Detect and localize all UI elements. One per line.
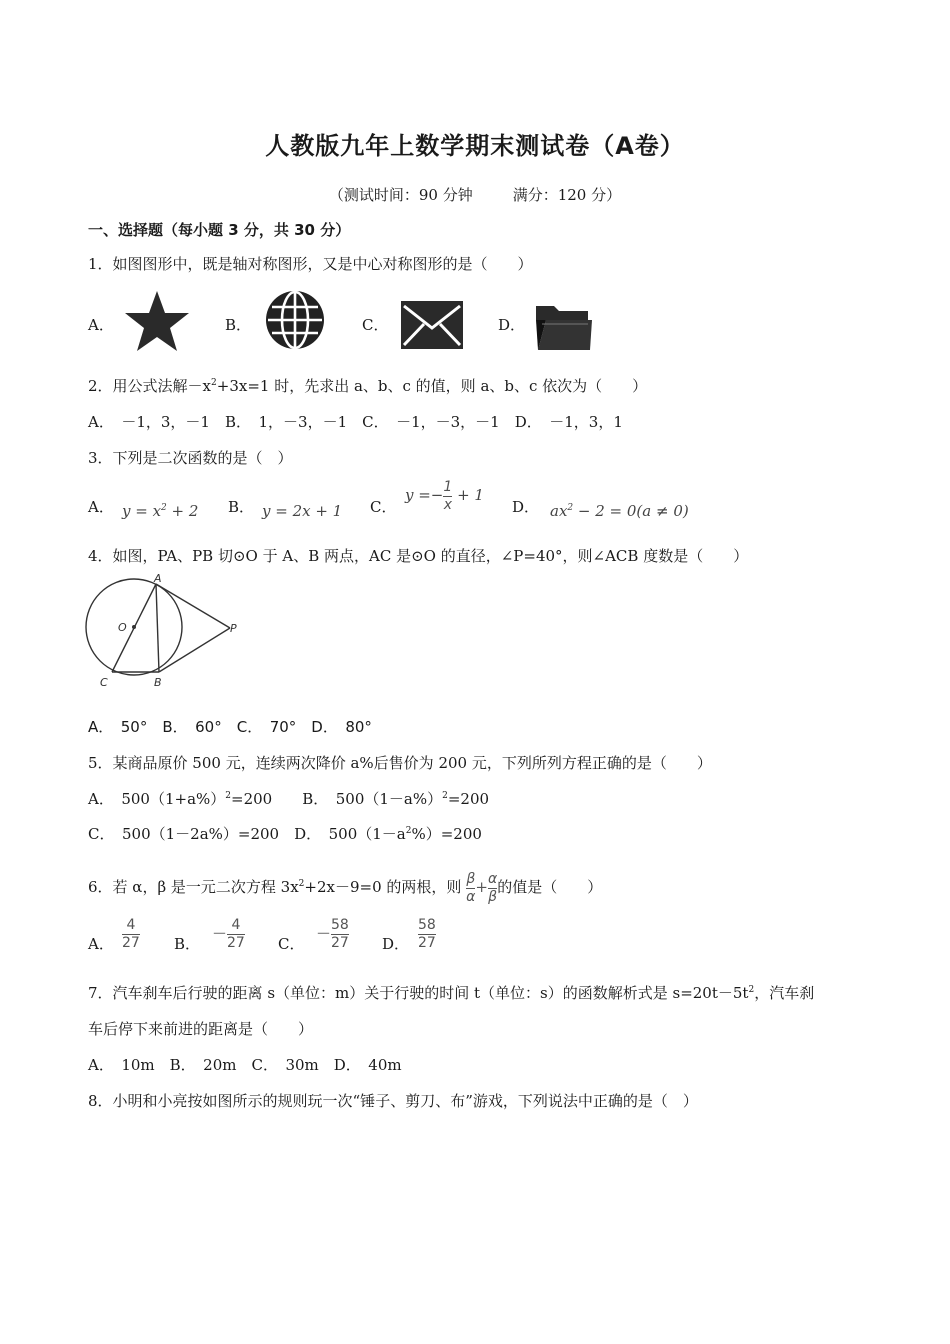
question-2: 2．用公式法解$-x^2+3x=1$ 时，先求出 a、b、c 的值，则 a、b、c 依次为（ ） (88, 377, 648, 395)
q6-option-a-label: A． (88, 935, 114, 953)
circle-tangent-figure (84, 572, 244, 690)
label-c: C (100, 676, 108, 689)
q3-option-d-expr: $ax^2 - 2 = 0(a \ne 0)$ (550, 502, 689, 520)
full-score: 满分：120 分） (512, 186, 622, 204)
page-title: 人教版九年上数学期末测试卷（A卷） (265, 132, 685, 160)
question-5: 5．某商品原价 500 元，连续两次降价 a%后售价为 200 元，下列所列方程正确的是（ ） (88, 754, 712, 772)
frac-alpha-beta: $\frac{\alpha}{\beta}$ (487, 871, 498, 905)
q6-option-d-value: $\frac{58}{27}$ (418, 917, 436, 951)
q4-options: A． 50° B． 60° C． 70° D． 80° (88, 718, 372, 736)
question-6: 6．若 α，β 是一元二次方程 $3x^2+2x-9=0$ 的两根，则 $\frac{\beta}{\alpha}$ + $\frac{\alpha}{\beta}$ 的值是（ ） (88, 871, 603, 905)
folder-icon (532, 298, 596, 354)
label-p: P (230, 622, 237, 635)
q2-options: A． －1，3，－1 B． 1，－3，－1 C． －1，－3，－1 D． －1，3，1 (88, 413, 623, 431)
q5-options-ab: A． $500(1+a\%)^2=200$ B． $500(1-a\%)^2=200$ (88, 790, 490, 808)
q3-option-d-label: D． (512, 498, 540, 516)
exam-info (0, 184, 950, 205)
label-a: A (154, 572, 162, 585)
question-3: 3．下列是二次函数的是（ ） (88, 449, 293, 467)
q1-option-c-label: C． (362, 316, 389, 334)
q6-option-c-value: － $\frac{58}{27}$ (316, 917, 349, 951)
q3-option-b-expr: y = 2x + 1 (262, 502, 343, 520)
frac-beta-alpha: $\frac{\beta}{\alpha}$ (466, 871, 476, 905)
star-icon (122, 288, 192, 354)
q1-option-a-label: A． (88, 316, 114, 334)
q3-option-a-label: A． (88, 498, 114, 516)
q3-option-c-expr: y =− $\frac{1}{x}$ + 1 (405, 479, 484, 513)
q7-options: A． 10m B． 20m C． 30m D． 40m (88, 1056, 402, 1074)
question-1: 1．如图图形中，既是轴对称图形，又是中心对称图形的是（ ） (88, 255, 533, 273)
question-7-line2: 车后停下来前进的距离是（ ） (88, 1020, 314, 1038)
question-4: 4．如图，PA、PB 切⊙O 于 A、B 两点，AC 是⊙O 的直径，∠P=40°，则∠ACB 度数是（ ） (88, 547, 749, 565)
q1-option-d-label: D． (498, 316, 526, 334)
q3-option-b-label: B． (228, 498, 255, 516)
section-heading: 一、选择题（每小题 3 分，共 30 分） (88, 221, 351, 239)
test-time: （测试时间：90 分钟 (328, 186, 473, 204)
q6-option-b-value: － $\frac{4}{27}$ (212, 917, 245, 951)
q6-option-d-label: D． (382, 935, 410, 953)
q3-option-a-expr: $y = x^2 + 2$ (122, 502, 199, 520)
q1-option-b-label: B． (225, 316, 252, 334)
question-8: 8．小明和小亮按如图所示的规则玩一次“锤子、剪刀、布”游戏，下列说法中正确的是（ ） (88, 1092, 698, 1110)
globe-icon (262, 287, 328, 353)
q6-option-c-label: C． (278, 935, 305, 953)
envelope-icon (398, 298, 466, 352)
q6-option-b-label: B． (174, 935, 201, 953)
label-b: B (154, 676, 162, 689)
q3-option-c-label: C． (370, 498, 397, 516)
label-o: O (118, 621, 127, 634)
q6-option-a-value: $\frac{4}{27}$ (122, 917, 140, 951)
question-7-line1: 7．汽车刹车后行驶的距离 s（单位：m）关于行驶的时间 t（单位：s）的函数解析式是 $s=20t-5t^2$，汽车刹 (88, 984, 815, 1002)
q5-options-cd: C． 500（1－2a%）=200 D． $500(1-a^2\%)=200$ (88, 825, 482, 843)
